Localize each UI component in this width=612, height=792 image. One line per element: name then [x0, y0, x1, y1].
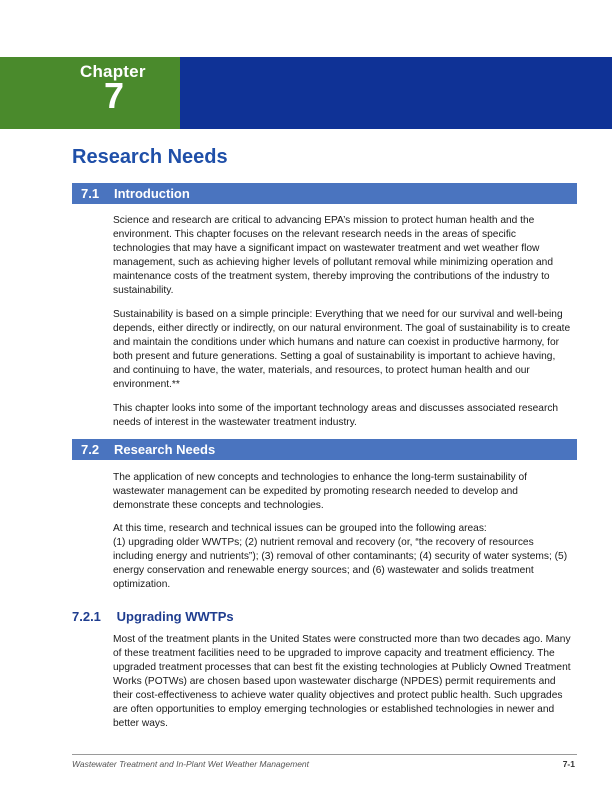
paragraph-intro-3: This chapter looks into some of the important technology areas and discusses associated research needs of interest in the wastewater treatment industry. — [113, 403, 559, 428]
section-number: 7.1 — [81, 186, 100, 201]
chapter-number: 7 — [104, 75, 125, 116]
section-heading: Introduction — [114, 186, 190, 201]
footer-document-title: Wastewater Treatment and In-Plant Wet Weather Management — [72, 759, 310, 769]
paragraph-intro-2: Sustainability is based on a simple principle: Everything that we need for our survival and well-being depends, either directly or indirectly, on our natural environment. The goal of sustainability is to create and maintain the conditions under which humans and nature can coexist in productive harmony, for both present and future generations. Setting a goal of sustainability is important to achieve having, and continuing to have, the water, materials, and resources, to protect human health and our environment.** — [113, 309, 571, 390]
footer-page-number: 7-1 — [562, 759, 575, 769]
chapter-banner-blue — [180, 57, 612, 129]
page-title: Research Needs — [72, 146, 228, 168]
subsection-number: 7.2.1 — [72, 609, 101, 624]
chapter-label: Chapter — [80, 62, 146, 81]
section-bar-research-needs — [72, 439, 577, 460]
paragraph-upgrading: Most of the treatment plants in the United States were constructed more than two decades ago. Many of these treatment facilities need to be upgraded to improve capacity and treatment efficiency. The upgraded treatment processes that can best fit the existing technologies at Publicly Owned Treatment Works (POTWs) are chosen based upon wastewater discharge (NPDES) permit requirements and their cost-effectiveness to achieve water quality objectives and protect public health. Such upgrades are often opportunities to employ emerging technologies or established technologies in newer and better ways. — [113, 634, 571, 729]
paragraph-research-list: (1) upgrading older WWTPs; (2) nutrient removal and recovery (or, “the recovery of resources including energy and nutrients”); (3) removal of other contaminants; (4) security of water systems; (5) energy conservation and renewable energy sources; and (6) wastewater and solids treatment optimization. — [113, 537, 568, 590]
subsection-heading — [72, 609, 234, 624]
section-heading: Research Needs — [114, 442, 216, 457]
paragraph-intro-1: Science and research are critical to advancing EPA’s mission to protect human health and the environment. This chapter focuses on the relevant research needs in the areas of specific technologies that may have a significant impact on wastewater treatment and wet weather flow management, such as achieving higher levels of pollutant removal while minimizing operation and maintenance costs of the treatment system, thereby improving the contributions of the industry to sustainability. — [113, 215, 554, 296]
section-number: 7.2 — [81, 442, 100, 457]
section-bar-introduction — [72, 183, 577, 204]
paragraph-research-2: At this time, research and technical issues can be grouped into the following areas: — [113, 523, 487, 534]
paragraph-research-1: The application of new concepts and technologies to enhance the long-term sustainability of wastewater management can be expedited by promoting research needed to develop and demonstrate these concepts and technologies. — [113, 472, 527, 511]
footer-divider — [72, 754, 577, 755]
subsection-title: Upgrading WWTPs — [116, 609, 234, 624]
